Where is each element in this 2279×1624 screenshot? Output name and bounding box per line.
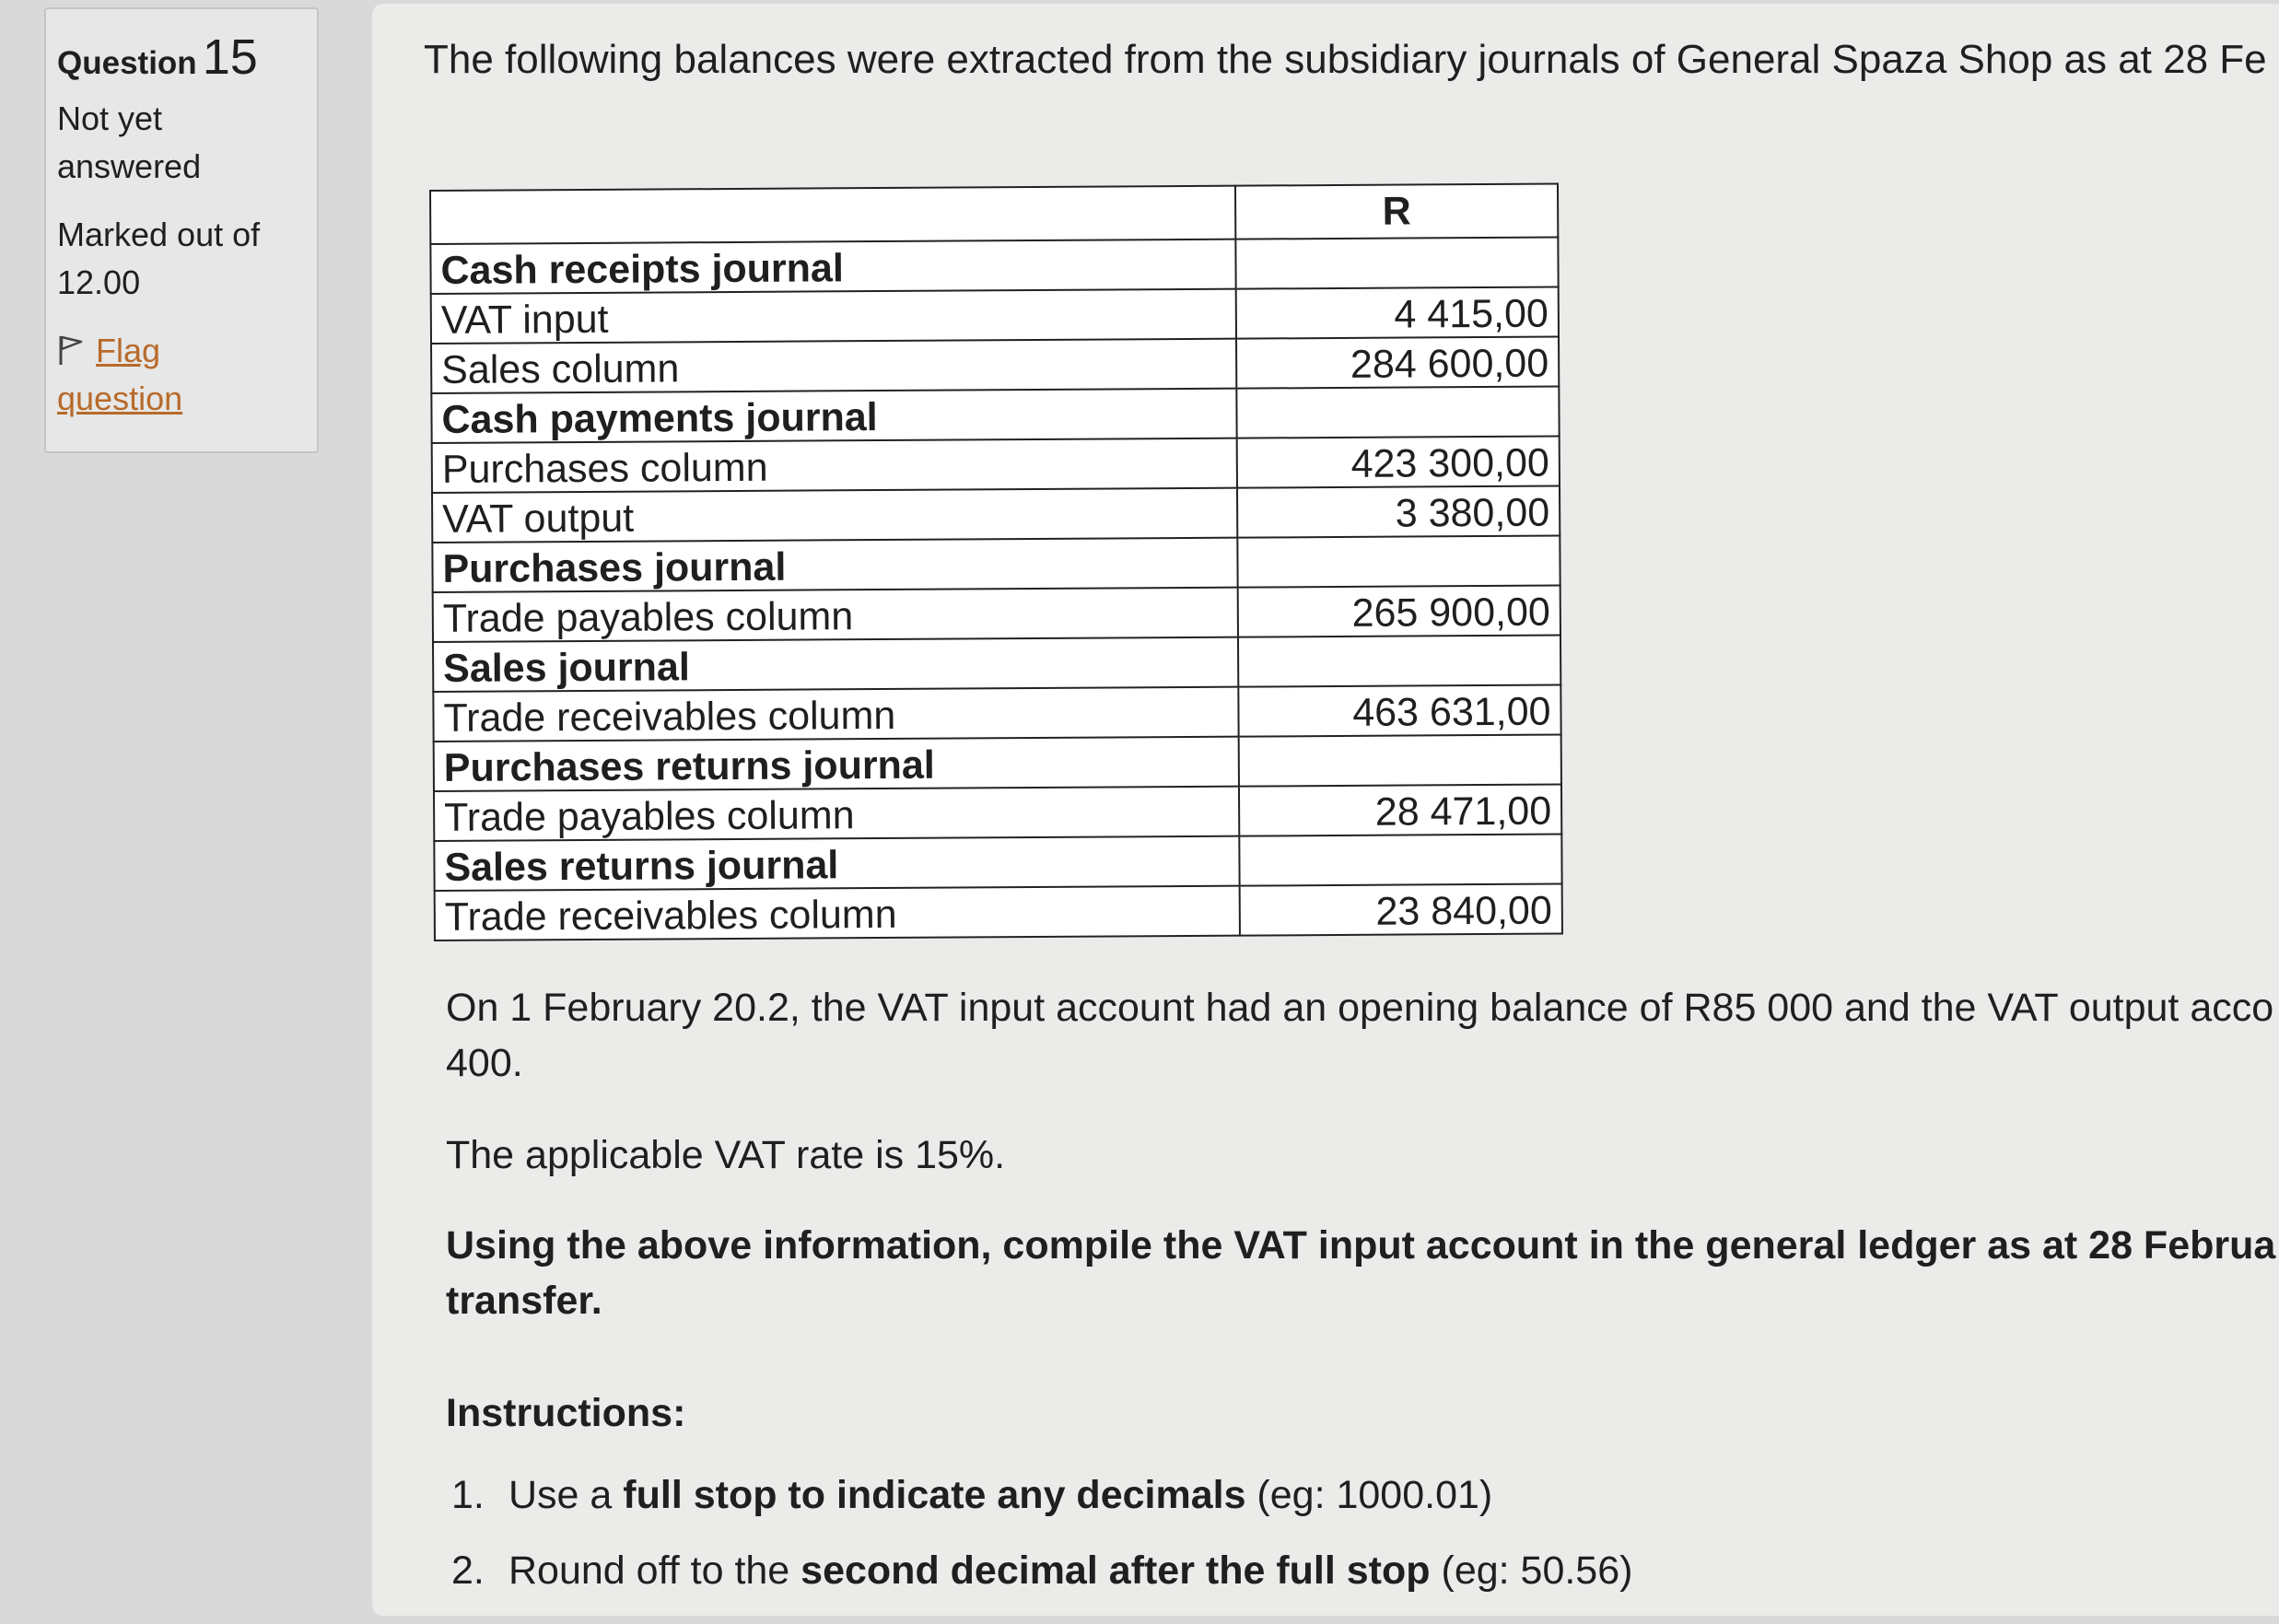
question-label: Question	[57, 45, 197, 81]
journal-heading-row	[432, 536, 1560, 592]
journal-heading-row	[431, 387, 1559, 443]
question-title	[57, 29, 304, 88]
table-row	[435, 884, 1562, 941]
row-label: VAT output	[432, 488, 1237, 543]
row-label: Sales returns journal	[434, 836, 1239, 891]
instruction-item	[451, 1533, 1632, 1608]
journal-heading-row	[433, 636, 1560, 692]
row-amount: 23 840,00	[1240, 884, 1562, 936]
row-label: Trade payables column	[433, 588, 1238, 642]
table-header-amount-cell: R	[1235, 184, 1558, 240]
instructions-title: Instructions:	[446, 1391, 686, 1435]
instruction-number: 1.	[451, 1473, 485, 1517]
marks-line-2: 12.00	[57, 263, 141, 301]
table-row	[434, 785, 1561, 841]
flag-icon	[57, 334, 85, 366]
flag-question-link[interactable]	[57, 327, 304, 423]
table-row	[432, 437, 1560, 493]
instructions-list	[451, 1457, 1632, 1608]
row-amount: 4 415,00	[1236, 287, 1559, 339]
table-row	[433, 586, 1560, 642]
instruction-text: Use a	[508, 1473, 624, 1517]
question-marks	[57, 211, 304, 307]
opening-balance-text	[446, 980, 2273, 1091]
question-content	[372, 4, 2279, 1616]
row-amount: 265 900,00	[1238, 586, 1560, 637]
row-label: Sales journal	[433, 637, 1238, 692]
row-label: Purchases column	[432, 438, 1237, 493]
instruction-emphasis: second decimal after the full stop	[801, 1548, 1431, 1593]
row-label: VAT input	[431, 289, 1236, 344]
table-row	[433, 685, 1560, 742]
task-line-1: Using the above information, compile the VAT input account in the general ledger as at 28 Februa	[446, 1223, 2276, 1268]
row-amount	[1237, 536, 1560, 588]
table-header-label-cell	[430, 186, 1235, 244]
question-number: 15	[202, 29, 258, 85]
instruction-number: 2.	[451, 1548, 485, 1593]
marks-line-1: Marked out of	[57, 216, 261, 253]
row-amount: 284 600,00	[1236, 337, 1559, 389]
table-row	[432, 486, 1560, 543]
flag-label-line-2: question	[57, 380, 183, 417]
vat-rate-text: The applicable VAT rate is 15%.	[446, 1133, 1006, 1177]
row-label: Cash payments journal	[431, 389, 1236, 443]
task-line-2: transfer.	[446, 1279, 602, 1323]
journal-heading-row	[434, 735, 1561, 791]
row-label: Cash receipts journal	[430, 240, 1235, 294]
question-info-panel	[44, 7, 319, 453]
row-amount	[1238, 636, 1560, 687]
balances-table	[429, 183, 1563, 941]
flag-label-line-1: Flag	[96, 332, 161, 369]
row-amount: 28 471,00	[1239, 785, 1561, 836]
instruction-example: (eg: 1000.01)	[1245, 1473, 1493, 1517]
table-row	[431, 287, 1559, 344]
status-line-1: Not yet	[57, 99, 163, 137]
row-label: Trade receivables column	[433, 687, 1238, 742]
question-status	[57, 95, 304, 191]
instruction-emphasis: full stop to indicate any decimals	[623, 1473, 1246, 1517]
row-label: Trade receivables column	[435, 886, 1240, 941]
row-label: Purchases journal	[432, 538, 1237, 592]
row-label: Purchases returns journal	[434, 737, 1239, 791]
opening-line-2: 400.	[446, 1041, 523, 1085]
row-label: Sales column	[431, 339, 1236, 393]
row-amount	[1239, 835, 1561, 886]
row-amount	[1239, 735, 1561, 787]
status-line-2: answered	[57, 147, 202, 185]
table-row	[431, 337, 1559, 393]
row-amount: 463 631,00	[1238, 685, 1560, 737]
question-intro: The following balances were extracted from the subsidiary journals of General Spaza Shop as at 28 Fe	[424, 37, 2267, 82]
instruction-text: Round off to the	[508, 1548, 801, 1593]
task-text	[446, 1218, 2275, 1328]
instruction-item	[451, 1457, 1632, 1533]
row-amount: 423 300,00	[1237, 437, 1560, 488]
journal-heading-row	[430, 238, 1558, 294]
opening-line-1: On 1 February 20.2, the VAT input account had an opening balance of R85 000 and the VAT output acco	[446, 986, 2274, 1030]
row-amount: 3 380,00	[1237, 486, 1560, 538]
instruction-example: (eg: 50.56)	[1430, 1548, 1633, 1593]
row-amount	[1236, 387, 1559, 438]
journal-heading-row	[434, 835, 1561, 891]
table-header-row	[430, 184, 1558, 244]
row-amount	[1235, 238, 1558, 289]
row-label: Trade payables column	[434, 787, 1239, 841]
